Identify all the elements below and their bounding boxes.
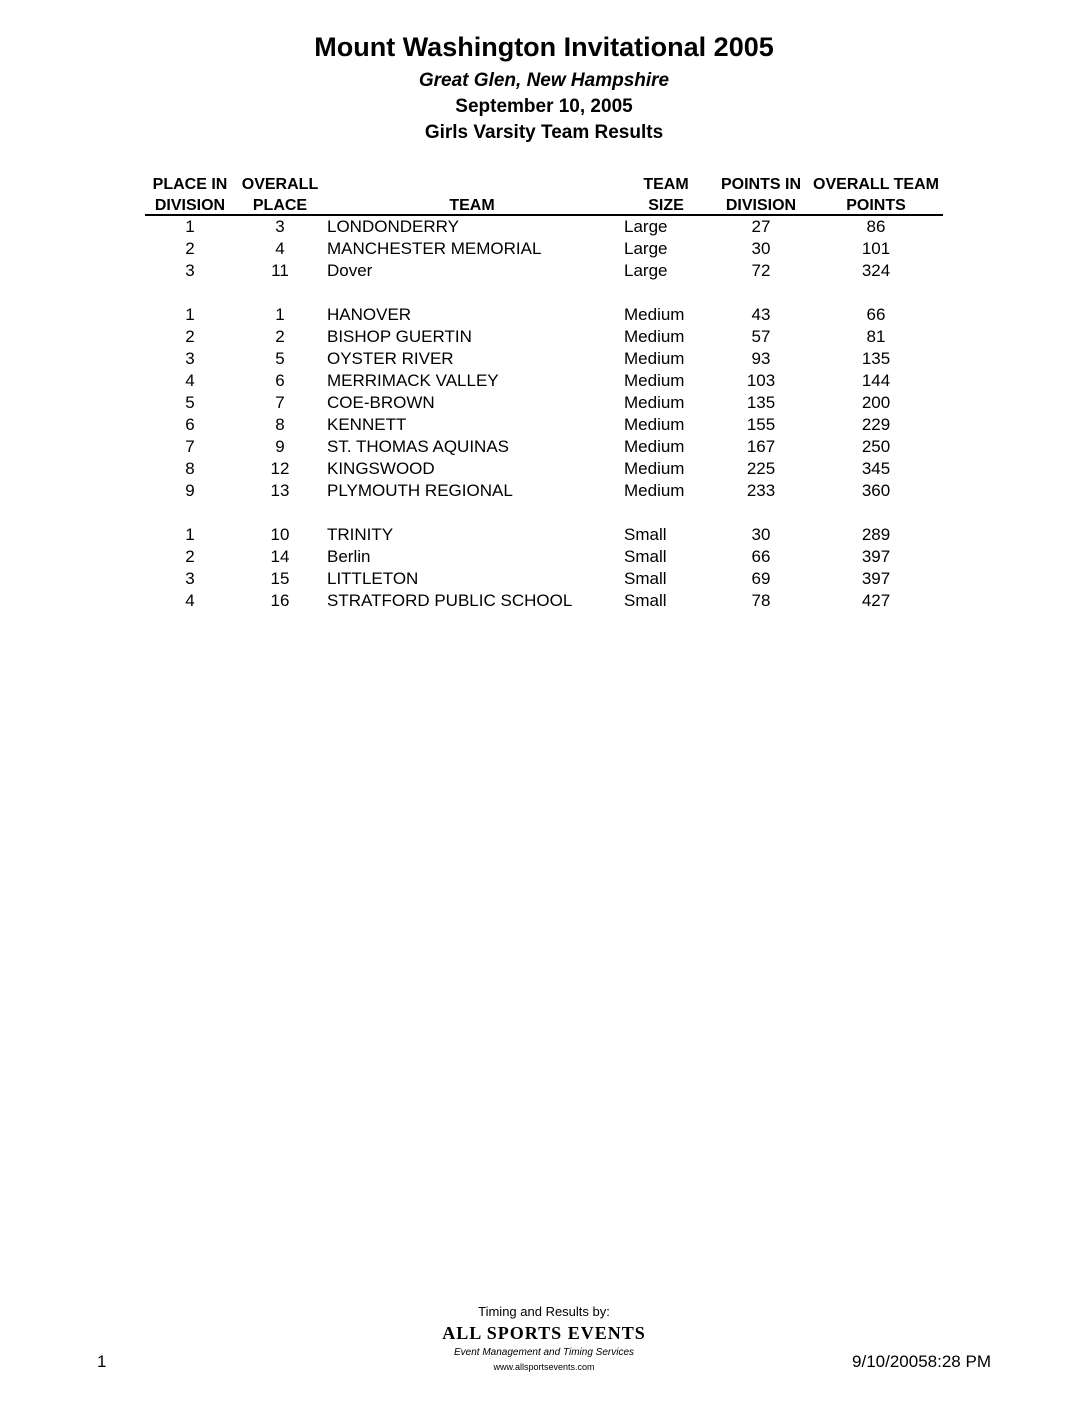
cell-overall-place: 4: [275, 239, 285, 258]
table-row: [0, 414, 1088, 436]
table-row: [0, 458, 1088, 480]
cell-points-in-division: 69: [751, 569, 771, 588]
cell-place-in-division: 3: [185, 261, 195, 280]
table-row: [0, 524, 1088, 546]
table-row: [0, 480, 1088, 502]
cell-team-size: Medium: [624, 481, 685, 500]
cell-overall-place: 10: [270, 525, 290, 544]
cell-overall-place: 12: [270, 459, 290, 478]
table-row: [0, 392, 1088, 414]
cell-place-in-division: 4: [185, 371, 195, 390]
cell-team-size: Medium: [624, 349, 685, 368]
cell-place-in-division: 1: [185, 525, 195, 544]
cell-team-size: Medium: [624, 459, 685, 478]
cell-overall-team-points: 324: [861, 261, 891, 280]
cell-team-name: Dover: [327, 261, 373, 280]
cell-team-name: MANCHESTER MEMORIAL: [327, 239, 542, 258]
cell-team-name: ST. THOMAS AQUINAS: [327, 437, 510, 456]
cell-team-name: STRATFORD PUBLIC SCHOOL: [327, 591, 573, 610]
cell-points-in-division: 233: [746, 481, 776, 500]
table-row: [0, 260, 1088, 282]
cell-place-in-division: 2: [185, 547, 195, 566]
cell-overall-place: 6: [275, 371, 285, 390]
cell-overall-place: 13: [270, 481, 290, 500]
cell-overall-team-points: 66: [866, 305, 886, 324]
cell-place-in-division: 1: [185, 217, 195, 236]
company-website: www.allsportsevents.com: [493, 1362, 595, 1372]
event-date: September 10, 2005: [455, 96, 633, 117]
cell-overall-place: 2: [275, 327, 285, 346]
cell-overall-team-points: 144: [861, 371, 891, 390]
cell-points-in-division: 66: [751, 547, 771, 566]
cell-team-size: Small: [624, 547, 667, 566]
cell-points-in-division: 43: [751, 305, 771, 324]
table-row: [0, 326, 1088, 348]
cell-overall-place: 14: [270, 547, 290, 566]
cell-overall-place: 16: [270, 591, 290, 610]
cell-team-size: Medium: [624, 371, 685, 390]
cell-team-name: TRINITY: [327, 525, 394, 544]
cell-points-in-division: 57: [751, 327, 771, 346]
cell-place-in-division: 8: [185, 459, 195, 478]
cell-overall-team-points: 360: [861, 481, 891, 500]
cell-overall-place: 11: [271, 261, 289, 280]
cell-team-name: KINGSWOOD: [327, 459, 435, 478]
header-overall-team-points: OVERALL TEAM POINTS: [813, 176, 939, 214]
cell-overall-place: 15: [270, 569, 290, 588]
cell-overall-team-points: 289: [861, 525, 891, 544]
cell-team-size: Large: [624, 217, 668, 236]
cell-team-size: Small: [624, 591, 667, 610]
cell-team-name: MERRIMACK VALLEY: [327, 371, 499, 390]
cell-points-in-division: 30: [751, 239, 771, 258]
cell-points-in-division: 155: [746, 415, 776, 434]
cell-overall-team-points: 427: [861, 591, 891, 610]
cell-overall-team-points: 397: [861, 569, 891, 588]
table-row: [0, 436, 1088, 458]
cell-place-in-division: 2: [185, 239, 195, 258]
header-team: TEAM: [449, 197, 495, 214]
print-timestamp: 9/10/20058:28 PM: [852, 1352, 991, 1371]
cell-overall-place: 9: [275, 437, 285, 456]
event-location: Great Glen, New Hampshire: [418, 70, 670, 91]
page-title: Mount Washington Invitational 2005: [314, 32, 774, 62]
cell-team-size: Medium: [624, 393, 685, 412]
cell-place-in-division: 6: [185, 415, 195, 434]
header-place-in-division: PLACE IN DIVISION: [152, 176, 228, 214]
cell-points-in-division: 135: [746, 393, 776, 412]
cell-overall-team-points: 86: [866, 217, 886, 236]
company-name: ALL SPORTS EVENTS: [442, 1323, 646, 1343]
cell-team-size: Small: [624, 525, 667, 544]
cell-team-name: OYSTER RIVER: [327, 349, 454, 368]
cell-overall-team-points: 250: [861, 437, 891, 456]
cell-place-in-division: 2: [185, 327, 195, 346]
cell-team-name: COE-BROWN: [327, 393, 435, 412]
header-overall-place: OVERALL PLACE: [241, 176, 319, 214]
cell-place-in-division: 5: [185, 393, 195, 412]
cell-points-in-division: 72: [751, 261, 771, 280]
cell-team-name: LONDONDERRY: [327, 217, 459, 236]
cell-team-size: Medium: [624, 305, 685, 324]
table-row: [0, 546, 1088, 568]
cell-overall-place: 5: [275, 349, 285, 368]
timing-credit: Timing and Results by:: [478, 1304, 610, 1319]
cell-overall-team-points: 81: [866, 327, 886, 346]
cell-team-size: Large: [624, 261, 668, 280]
table-row: [0, 304, 1088, 326]
cell-team-size: Large: [624, 239, 668, 258]
cell-place-in-division: 3: [185, 569, 195, 588]
cell-overall-team-points: 345: [861, 459, 891, 478]
cell-team-name: BISHOP GUERTIN: [327, 327, 472, 346]
cell-points-in-division: 30: [751, 525, 771, 544]
cell-points-in-division: 167: [746, 437, 776, 456]
cell-overall-team-points: 397: [861, 547, 891, 566]
header-team-size: TEAM SIZE: [643, 176, 689, 214]
cell-place-in-division: 4: [185, 591, 195, 610]
cell-place-in-division: 3: [185, 349, 195, 368]
table-row: [0, 216, 1088, 238]
cell-place-in-division: 9: [185, 481, 195, 500]
cell-team-size: Medium: [624, 437, 685, 456]
cell-points-in-division: 27: [751, 217, 771, 236]
cell-points-in-division: 225: [746, 459, 776, 478]
cell-place-in-division: 7: [185, 437, 195, 456]
cell-points-in-division: 103: [746, 371, 776, 390]
cell-team-name: LITTLETON: [327, 569, 419, 588]
header-points-in-division: POINTS IN DIVISION: [720, 176, 801, 214]
cell-overall-place: 3: [275, 217, 285, 236]
table-row: [0, 590, 1088, 612]
cell-points-in-division: 93: [751, 349, 771, 368]
cell-team-name: Berlin: [327, 547, 371, 566]
page-number: 1: [97, 1352, 107, 1371]
cell-team-size: Medium: [624, 327, 685, 346]
table-row: [0, 568, 1088, 590]
cell-overall-place: 7: [275, 393, 285, 412]
cell-overall-team-points: 135: [861, 349, 891, 368]
cell-team-name: KENNETT: [327, 415, 407, 434]
company-tagline: Event Management and Timing Services: [454, 1347, 634, 1358]
cell-overall-team-points: 101: [861, 239, 891, 258]
cell-overall-place: 1: [275, 305, 285, 324]
results-label: Girls Varsity Team Results: [424, 122, 664, 143]
cell-overall-place: 8: [275, 415, 285, 434]
table-row: [0, 238, 1088, 260]
cell-team-size: Medium: [624, 415, 685, 434]
cell-place-in-division: 1: [185, 305, 195, 324]
cell-team-name: PLYMOUTH REGIONAL: [327, 481, 513, 500]
cell-points-in-division: 78: [751, 591, 771, 610]
table-row: [0, 370, 1088, 392]
cell-team-size: Small: [624, 569, 667, 588]
cell-overall-team-points: 200: [861, 393, 891, 412]
cell-team-name: HANOVER: [327, 305, 412, 324]
table-row: [0, 348, 1088, 370]
cell-overall-team-points: 229: [861, 415, 891, 434]
